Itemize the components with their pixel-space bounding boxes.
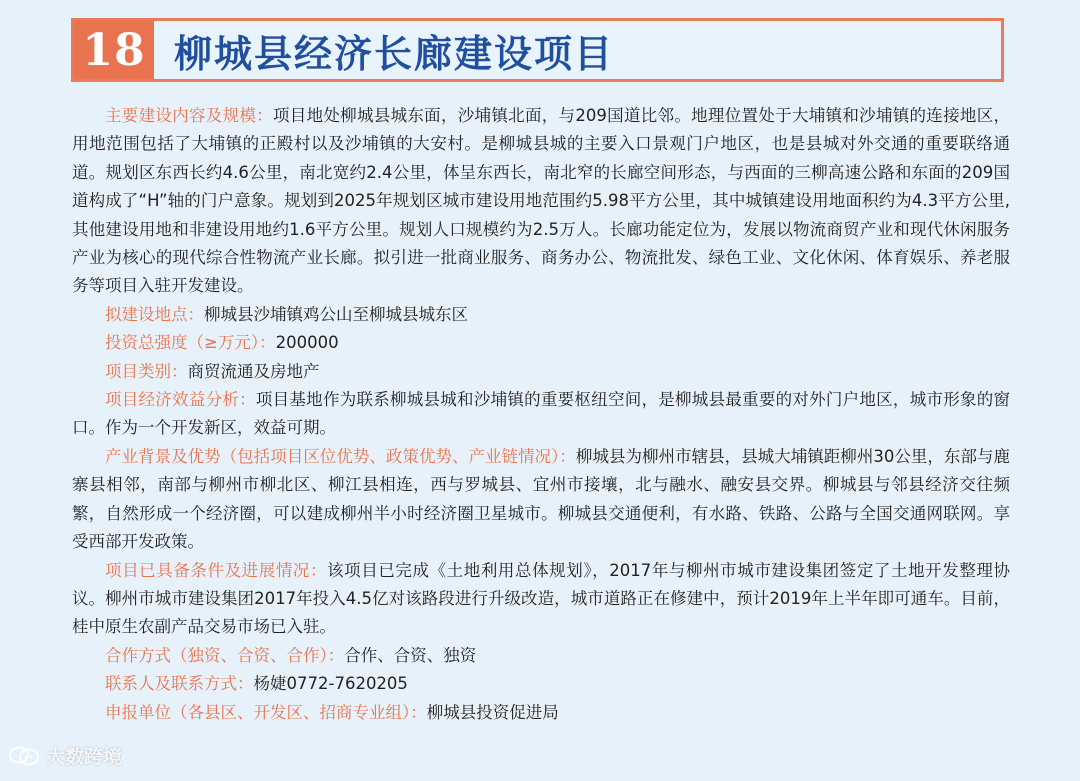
section-applicant [72,699,1010,727]
section-label: 项目经济效益分析： [105,390,256,410]
watermark-text: 大数跨境 [46,746,123,768]
section-text: 合作、合资、独资 [344,645,477,665]
section-background [72,443,1010,557]
project-number: 18 [74,21,154,79]
section-text: 柳城县为柳州市辖县，县城大埔镇距柳州30公里，东部与鹿寨县相邻，南部与柳州市柳北区、柳江县相连，西与罗城县、宜州市接壤，北与融水、融安县交界。柳城县与邻县经济交往频繁，自然形成一个经济圈，可以建成柳州半小时经济圈卫星城市。柳城县交通便利，有水路、铁路、公路与全国交通网联网。享受西部开发政策。 [72,446,1010,552]
section-label: 合作方式（独资、合资、合作）： [105,645,345,665]
chat-logo-icon [8,745,40,767]
section-category [72,358,1010,386]
section-location [72,301,1010,329]
project-title: 柳城县经济长廊建设项目 [174,31,615,76]
section-contact [72,670,1010,698]
section-scale [72,102,1010,301]
section-text: 杨婕0772-7620205 [253,674,408,694]
section-label: 产业背景及优势（包括项目区位优势、政策优势、产业链情况）： [105,446,576,466]
section-text: 200000 [275,333,339,353]
section-text: 项目基地作为联系柳城县城和沙埔镇的重要枢纽空间，是柳城县最重要的对外门户地区，城市形象的窗口。作为一个开发新区，效益可期。 [72,390,1011,438]
section-progress [72,557,1010,642]
section-text: 该项目已完成《土地利用总体规划》，2017年与柳州市城市建设集团签定了土地开发整理协议。柳州市城市建设集团2017年投入4.5亿对该路段进行升级改造，城市道路正在修建中，预计2019年上半年即可通车。目前，桂中原生农副产品交易市场已入驻。 [72,560,1011,637]
section-label: 主要建设内容及规模： [105,106,273,125]
watermark [8,742,122,769]
section-label: 项目已具备条件及进展情况： [105,560,328,580]
section-text: 柳城县投资促进局 [426,702,559,722]
section-investment [72,329,1010,357]
section-text: 项目地处柳城县城东面，沙埔镇北面，与209国道比邻。地理位置处于大埔镇和沙埔镇的连接地区，用地范围包括了大埔镇的正殿村以及沙埔镇的大安村。是柳城县城的主要入口景观门户地区，也是县城对外交通的重要联络通道。规划区东西长约4.6公里，南北宽约2.4公里，体呈东西长，南北窄的长廊空间形态，与西面的三柳高速公路和东面的209国道构成了“H”轴的门户意象。规划到2025年规划区城市建设用地范围约5.98平方公里，其中城镇建设用地面积约为4.3平方公里,其他建设用地和非建设用地约1.6平方公里。规划人口规模约为2.5万人。长廊功能定位为，发展以物流商贸产业和现代休闲服务产业为核心的现代综合性物流产业长廊。拟引进一批商业服务、商务办公、物流批发、绿色工业、文化休闲、体育娱乐、养老服务等项目入驻开发建设。 [72,106,1010,296]
project-header [71,18,1004,82]
section-label: 申报单位（各县区、开发区、招商专业组）： [105,702,427,722]
section-label: 项目类别： [105,361,188,381]
section-text: 柳城县沙埔镇鸡公山至柳城县城东区 [204,304,468,324]
section-benefit [72,386,1010,443]
section-text: 商贸流通及房地产 [187,361,320,381]
section-label: 拟建设地点： [105,304,204,324]
section-label: 投资总强度（≥万元）： [105,333,276,353]
project-details [72,102,1010,727]
section-label: 联系人及联系方式： [105,674,254,694]
section-cooperation [72,642,1010,670]
